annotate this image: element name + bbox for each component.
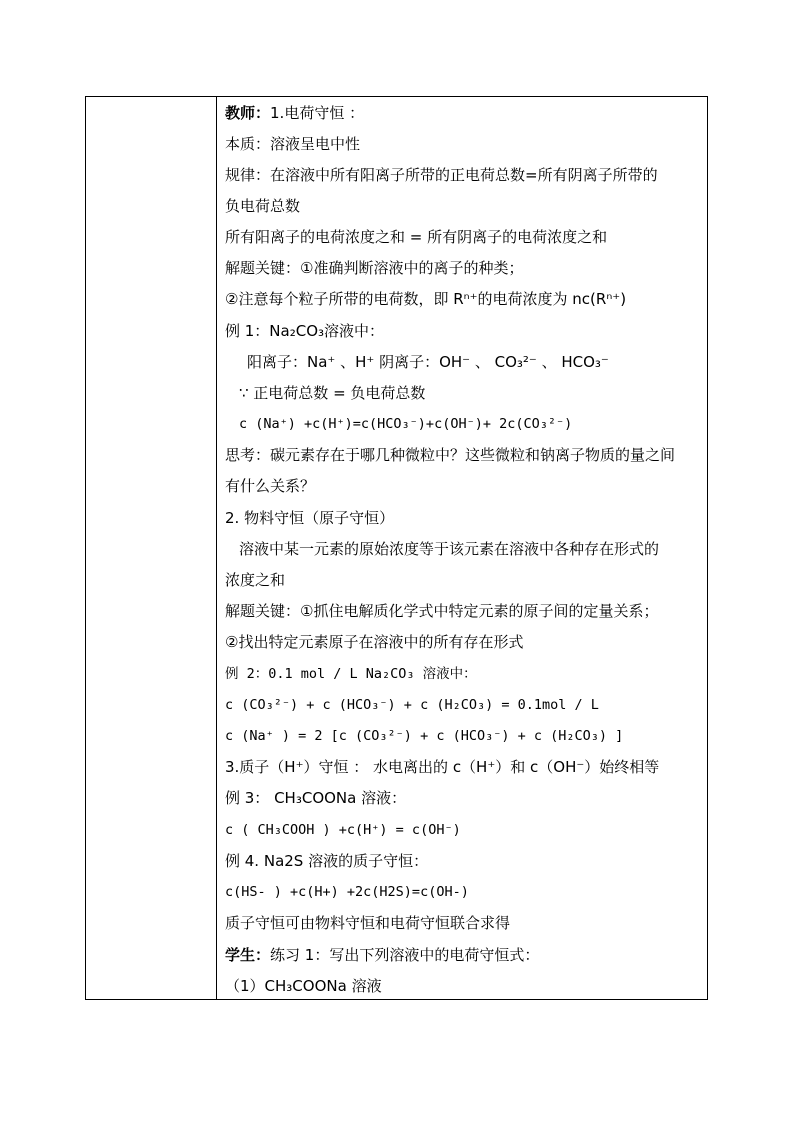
section2-title: 2. 物料守恒（原子守恒） (225, 509, 395, 527)
left-column-cell (86, 97, 217, 999)
rule-line-1: 规律：在溶液中所有阳离子所带的正电荷总数=所有阴离子所带的 (225, 166, 658, 184)
section3-line: 3.质子（H⁺）守恒 ： 水电离出的 c（H⁺）和 c（OH⁻）始终相等 (225, 758, 660, 776)
section1-title: 1.电荷守恒 ： (270, 104, 365, 122)
student-heading-line (225, 945, 539, 965)
think-line-1: 思考：碳元素存在于哪几种微粒中？这些微粒和钠离子物质的量之间 (225, 446, 676, 464)
teacher-heading-line (225, 103, 364, 123)
material-line-2: 浓度之和 (225, 571, 286, 589)
right-column-cell (217, 97, 707, 999)
teacher-label: 教师： (225, 104, 271, 122)
think-line-2: 有什么关系？ (225, 477, 316, 495)
lesson-table (85, 96, 708, 1000)
essence-line: 本质：溶液呈电中性 (225, 135, 361, 153)
example1-ions: 阳离子：Na⁺ 、H⁺ 阴离子：OH⁻ 、 CO₃²⁻ 、 HCO₃⁻ (247, 353, 609, 371)
practice-item-1: （1）CH₃COONa 溶液 (225, 977, 382, 995)
example1-title: 例 1：Na₂CO₃溶液中： (225, 322, 385, 340)
example2-equation-2: c (Na⁺ ) = 2 [c (CO₃²⁻) + c (HCO₃⁻) + c (H₂CO₃) ] (225, 728, 624, 744)
example3-equation: c ( CH₃COOH ) +c(H⁺) = c(OH⁻) (225, 822, 461, 838)
example4-equation: c(HS- ) +c(H+) +2c(H2S)=c(OH-) (225, 884, 469, 900)
proton-summary: 质子守恒可由物料守恒和电荷守恒联合求得 (225, 914, 511, 932)
rule-line-2: 负电荷总数 (225, 197, 301, 215)
student-label: 学生： (225, 946, 271, 964)
key2-line-1: 解题关键：①抓住电解质化学式中特定元素的原子间的定量关系； (225, 602, 659, 620)
key-line-1: 解题关键：①准确判断溶液中的离子的种类； (225, 259, 524, 277)
key-line-2: ②注意每个粒子所带的电荷数，即 Rⁿ⁺的电荷浓度为 nc(Rⁿ⁺) (225, 290, 627, 308)
example2-title: 例 2：0.1 mol / L Na₂CO₃ 溶液中： (225, 666, 477, 682)
practice-title: 练习 1：写出下列溶液中的电荷守恒式： (270, 946, 540, 964)
sum-line: 所有阳离子的电荷浓度之和 = 所有阴离子的电荷浓度之和 (225, 228, 608, 246)
example2-equation-1: c (CO₃²⁻) + c (HCO₃⁻) + c (H₂CO₃) = 0.1mol / L (225, 697, 599, 713)
example4-title: 例 4. Na2S 溶液的质子守恒： (225, 852, 429, 870)
example3-title: 例 3： CH₃COONa 溶液： (225, 789, 407, 807)
example1-equation: c (Na⁺) +c(H⁺)=c(HCO₃⁻)+c(OH⁻)+ 2c(CO₃²⁻) (239, 416, 573, 432)
material-line-1: 溶液中某一元素的原始浓度等于该元素在溶液中各种存在形式的 (239, 540, 660, 558)
example1-because: ∵ 正电荷总数 = 负电荷总数 (239, 384, 426, 402)
key2-line-2: ②找出特定元素原子在溶液中的所有存在形式 (225, 633, 524, 651)
